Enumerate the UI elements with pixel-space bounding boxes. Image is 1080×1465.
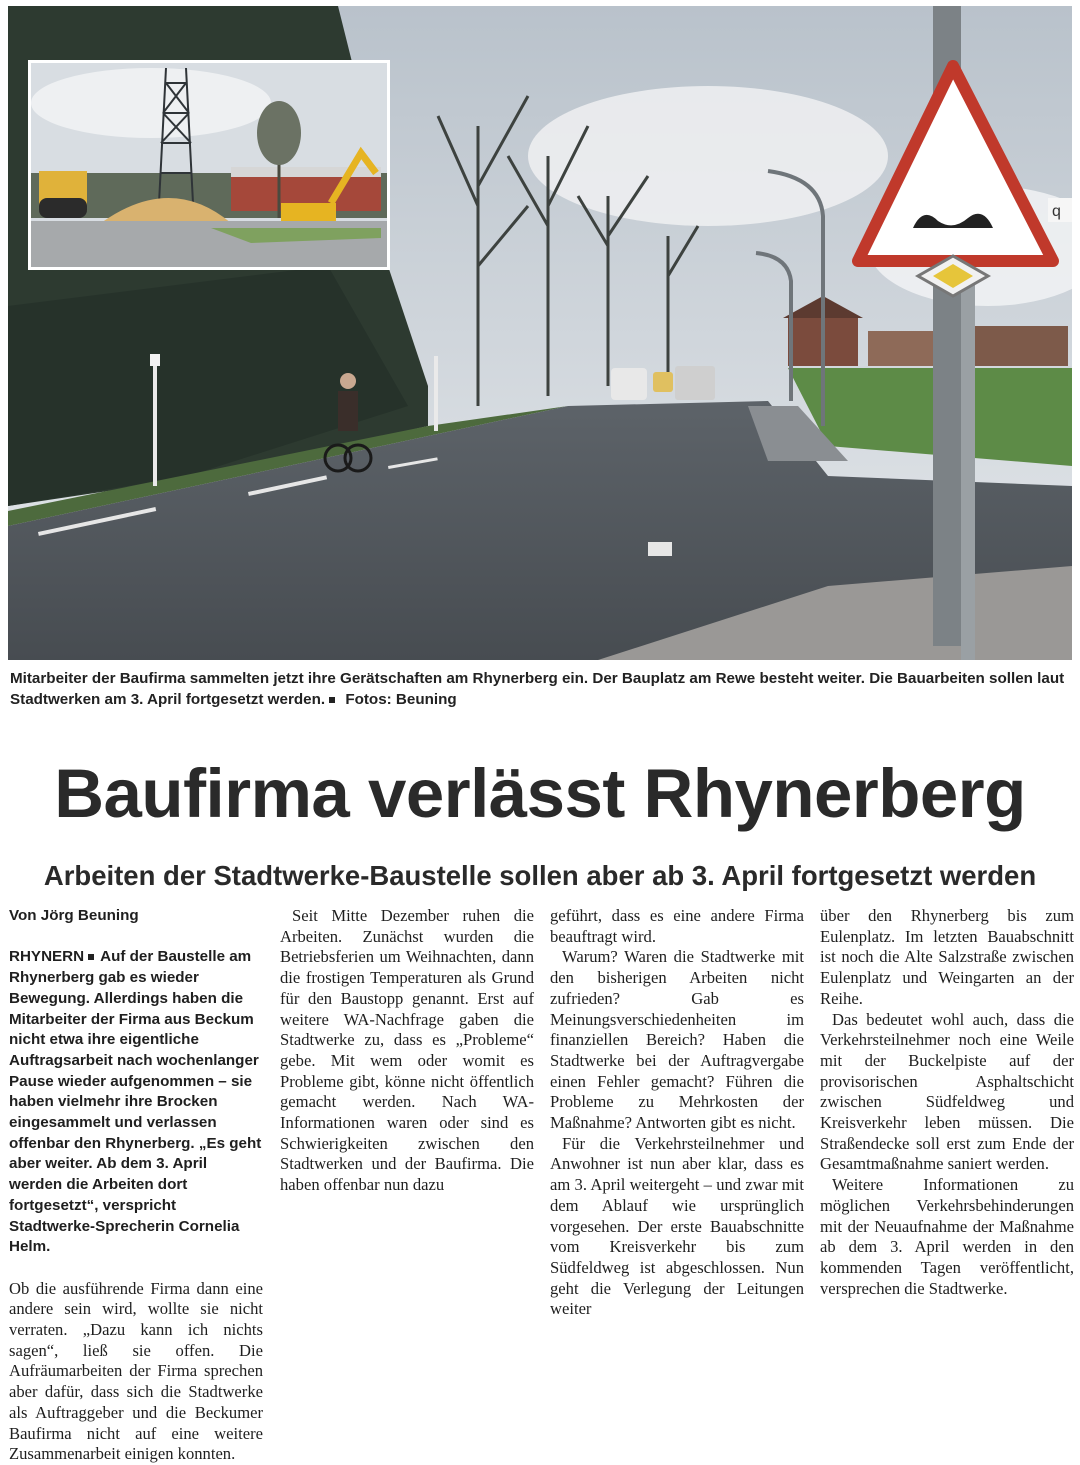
dateline: RHYNERN: [9, 948, 85, 966]
article-column-4: [820, 906, 1074, 1299]
dateline-separator: [88, 954, 94, 960]
lead-paragraph: [9, 947, 263, 1258]
article-column-2: [280, 906, 534, 1196]
body-paragraph: Das bedeutet wohl auch, dass die Verkehrsteilnehmer noch eine Weile mit der Buckelpiste auf der provisorischen Asphaltschicht zwischen Südfeldweg und Kreisverkehr leben müssen. Die Straßendecke soll erst zum Ende der Gesamtmaßnahme saniert werden.: [820, 1009, 1074, 1174]
article-column-3: [550, 906, 804, 1320]
body-paragraph: Weitere Informationen zu möglichen Verkehrsbehinderungen mit der Neuaufnahme der Maßnahme ab dem 3. April werden in den kommenden Tagen veröffentlicht, versprechen die Stadtwerke.: [820, 1175, 1074, 1298]
construction-site-image: [31, 63, 387, 267]
lead-text: Auf der Baustelle am Rhynerberg gab es wieder Bewegung. Allerdings haben die Mitarbeiter der Firma aus Beckum nicht etwa ihre eigentliche Auftragsarbeit nach wochenlanger Pause wieder aufgenommen – sie haben vielmehr ihre Brocken eingesammelt und verlassen offenbar den Rhynerberg. „Es geht aber weiter. Ab dem 3. April werden die Arbeiten dort fortgesetzt“, verspricht Stadtwerke-Sprecherin Cornelia Helm.: [9, 948, 262, 1256]
author-byline: Von Jörg Beuning: [9, 907, 139, 924]
subheadline: Arbeiten der Stadtwerke-Baustelle sollen aber ab 3. April fortgesetzt werden: [43, 860, 1037, 891]
sign-label: q: [1052, 203, 1061, 220]
inset-photo: [28, 60, 390, 270]
headline: Baufirma verlässt Rhynerberg: [54, 755, 1026, 832]
body-paragraph: Seit Mitte Dezember ruhen die Arbeiten. Zunächst wurden die Betriebsferien um Weihnachten, dann die frostigen Temperaturen als Grund für den Baustopp genannt. Erst auf weitere WA-Nachfrage gaben die Stadtwerke zu, dass es „Probleme“ gebe. Mit wem oder womit es Probleme gibt, könne nicht öffentlich gemacht werden. Nach WA-Informationen waren oder sind es Schwierigkeiten zwischen den Stadtwerken und der Baufirma. Die haben offenbar nun dazu: [280, 906, 534, 1195]
caption-text: Mitarbeiter der Baufirma sammelten jetzt ihre Gerätschaften am Rhynerberg ein. Der Bauplatz am Rewe besteht weiter. Die Bauarbeiten sollen laut Stadtwerken am 3. April fortgesetzt werden.: [10, 670, 1065, 708]
photo-credit: Fotos: Beuning: [345, 691, 457, 708]
photo-caption: [10, 668, 1072, 710]
body-paragraph: Ob die ausführende Firma dann eine andere sein wird, wollte sie nicht verraten. „Dazu kann ich nichts sagen“, ließ sie offen. Die Aufräumarbeiten der Firma sprechen aber dafür, dass sich die Stadtwerke als Auftraggeber und die Beckumer Baufirma nicht auf eine weitere Zusammenarbeit einigen konnten.: [9, 1278, 263, 1464]
body-paragraph: über den Rhynerberg bis zum Eulenplatz. Im letzten Bauabschnitt ist noch die Alte Salzstraße zwischen Eulenplatz und Weingarten an der Reihe.: [820, 906, 1074, 1008]
article-column-1: [9, 906, 263, 1465]
body-paragraph: Warum? Waren die Stadtwerke mit den bisherigen Arbeiten nicht zufrieden? Gab es Meinungsverschiedenheiten im finanziellen Bereich? Haben die Stadtwerke bei der Auftragvergabe einen Fehler gemacht? Führen die Probleme zu Mehrkosten der Maßnahme? Antworten gibt es nicht.: [550, 947, 804, 1133]
caption-separator: [329, 697, 335, 703]
body-paragraph: Für die Verkehrsteilnehmer und Anwohner ist nun aber klar, dass es am 3. April weitergeht – und zwar mit dem Ablauf wie ursprünglich vorgesehen. Der erste Bauabschnitte vom Kreisverkehr bis zum Südfeldweg ist abgeschlossen. Nun geht die Verlegung der Leitungen weiter: [550, 1133, 804, 1319]
body-paragraph: geführt, dass es eine andere Firma beauftragt wird.: [550, 906, 804, 946]
